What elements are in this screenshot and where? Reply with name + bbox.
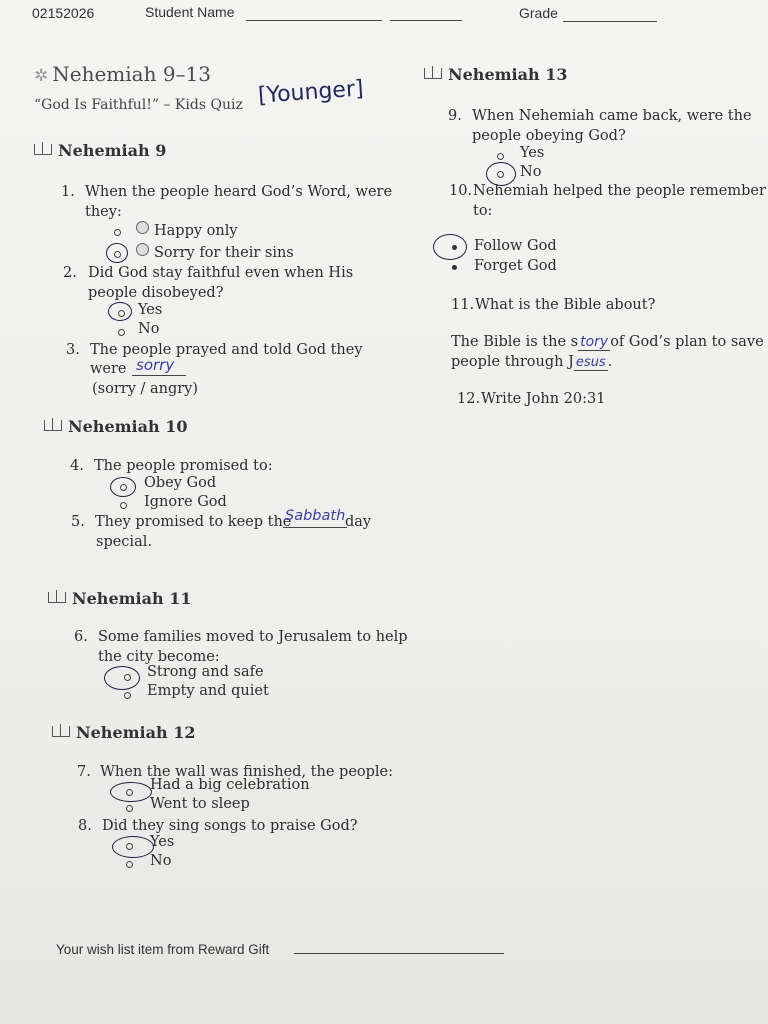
q4-opt-b: Ignore God <box>144 494 227 510</box>
q3-text-2: were <box>90 361 127 377</box>
book-icon <box>44 420 62 431</box>
q9-opt-b: No <box>520 164 542 180</box>
q6-text-1: Some families moved to Jerusalem to help <box>98 629 408 645</box>
q9-text-1: When Nehemiah came back, were the <box>472 108 752 124</box>
q1-text-1: When the people heard God’s Word, were <box>85 184 393 200</box>
section-11-text: Nehemiah 11 <box>72 589 192 608</box>
q10-text-1: Nehemiah helped the people remember <box>473 183 766 199</box>
q10-text-2: to: <box>473 203 493 219</box>
book-icon <box>34 144 52 155</box>
section-10-text: Nehemiah 10 <box>68 417 188 436</box>
book-icon <box>424 68 442 79</box>
q3-hint: (sorry / angry) <box>92 381 199 397</box>
grade-field[interactable] <box>563 21 657 22</box>
q1-answer-circle <box>106 243 128 263</box>
q1-opt-a-radio[interactable] <box>114 229 121 236</box>
q2-answer-circle <box>108 302 132 321</box>
q6-opt-a: Strong and safe <box>147 664 264 680</box>
q9-opt-a-radio[interactable] <box>497 153 504 160</box>
q4-opt-b-radio[interactable] <box>120 502 127 509</box>
q5-answer-line[interactable] <box>283 527 347 528</box>
q1-opt-b-text: Sorry for their sins <box>154 245 294 261</box>
happy-face-icon <box>136 221 149 234</box>
q6-num: 6. <box>74 629 88 645</box>
section-heading-11 <box>48 589 191 608</box>
q11-answer-line1 <box>451 332 764 352</box>
section-13-text: Nehemiah 13 <box>448 65 568 84</box>
section-heading-10 <box>44 417 187 436</box>
q7-opt-b-radio[interactable] <box>126 805 133 812</box>
q7-num: 7. <box>77 764 91 780</box>
section-heading-13 <box>424 65 567 84</box>
q8-answer-circle <box>112 836 154 858</box>
student-name-field[interactable] <box>246 20 382 21</box>
q12-text: Write John 20:31 <box>481 391 606 407</box>
q1-opt-a <box>136 221 238 239</box>
section-heading-12 <box>52 723 195 742</box>
q9-text-2: people obeying God? <box>472 128 626 144</box>
book-icon <box>48 592 66 603</box>
q5-text-prefix: They promised to keep the <box>95 514 292 530</box>
q2-text-1: Did God stay faithful even when His <box>88 265 354 281</box>
wish-list-label: Your wish list item from Reward Gift <box>56 942 270 957</box>
q6-opt-b: Empty and quiet <box>147 683 269 699</box>
q3-num: 3. <box>66 342 80 358</box>
q3-answer: sorry <box>136 356 175 374</box>
handwritten-tag: [Younger] <box>257 76 365 109</box>
q11-mid: of God’s plan to save <box>610 334 764 350</box>
q11-prefix: The Bible is the s <box>451 334 579 350</box>
q8-opt-a: Yes <box>150 834 175 850</box>
q11-answer-line2 <box>451 352 612 373</box>
q4-num: 4. <box>70 458 84 474</box>
q2-opt-b-radio[interactable] <box>118 329 125 336</box>
q9-opt-a: Yes <box>520 145 545 161</box>
q9-num: 9. <box>448 108 462 124</box>
q7-text: When the wall was finished, the people: <box>100 764 394 780</box>
star-icon: ✲ <box>34 66 49 86</box>
page-title <box>34 62 211 86</box>
q2-num: 2. <box>63 265 77 281</box>
q5-text-2: special. <box>96 534 152 550</box>
q7-opt-a: Had a big celebration <box>150 777 310 793</box>
q1-opt-a-text: Happy only <box>154 223 238 239</box>
wish-list-field[interactable] <box>294 953 504 954</box>
section-9-text: Nehemiah 9 <box>58 141 167 160</box>
q11-line2-prefix: people through J <box>451 354 574 370</box>
q7-opt-b: Went to sleep <box>150 796 250 812</box>
grade-label: Grade <box>519 5 558 21</box>
q6-opt-b-radio[interactable] <box>124 692 131 699</box>
q11-num: 11. <box>451 297 475 313</box>
student-name-label: Student Name <box>145 4 235 20</box>
q8-num: 8. <box>78 818 92 834</box>
q10-opt-b-bullet[interactable] <box>452 265 457 270</box>
q3-answer-line[interactable] <box>132 375 186 376</box>
q6-text-2: the city become: <box>98 649 220 665</box>
page-subtitle: “God Is Faithful!” – Kids Quiz <box>34 97 243 113</box>
q5-text-suffix: day <box>345 514 372 530</box>
q11-fill-1[interactable]: tory <box>580 334 609 350</box>
page-title-text: Nehemiah 9–13 <box>52 62 211 86</box>
q4-answer-circle <box>110 477 136 497</box>
q6-answer-circle <box>104 666 140 690</box>
q1-text-2: they: <box>85 204 122 220</box>
book-icon <box>52 726 70 737</box>
q2-opt-a: Yes <box>138 302 163 318</box>
q8-opt-b-radio[interactable] <box>126 861 133 868</box>
worksheet-code: 02152026 <box>32 5 95 21</box>
q4-text: The people promised to: <box>94 458 273 474</box>
q2-text-2: people disobeyed? <box>88 285 224 301</box>
q11-fill-2[interactable]: esus <box>575 355 606 370</box>
sad-face-icon <box>136 243 149 256</box>
section-heading-9 <box>34 141 166 160</box>
q2-opt-b: No <box>138 321 160 337</box>
section-12-text: Nehemiah 12 <box>76 723 196 742</box>
q7-answer-circle <box>110 782 152 802</box>
q10-opt-a: Follow God <box>474 238 557 254</box>
q10-num: 10. <box>449 183 473 199</box>
q1-num: 1. <box>61 184 75 200</box>
q1-opt-b <box>136 243 294 261</box>
q5-answer: Sabbath <box>285 508 346 524</box>
q4-opt-a: Obey God <box>144 475 217 491</box>
q10-opt-b: Forget God <box>474 258 557 274</box>
q12-num: 12. <box>457 391 481 407</box>
student-name-field-2[interactable] <box>390 20 462 21</box>
q11-line2-suffix: . <box>607 354 613 370</box>
q8-text: Did they sing songs to praise God? <box>102 818 358 834</box>
q8-opt-b: No <box>150 853 172 869</box>
q5-num: 5. <box>71 514 85 530</box>
q3-text-1: The people prayed and told God they <box>90 342 363 358</box>
q11-text: What is the Bible about? <box>475 297 656 313</box>
q10-answer-circle <box>433 234 467 260</box>
